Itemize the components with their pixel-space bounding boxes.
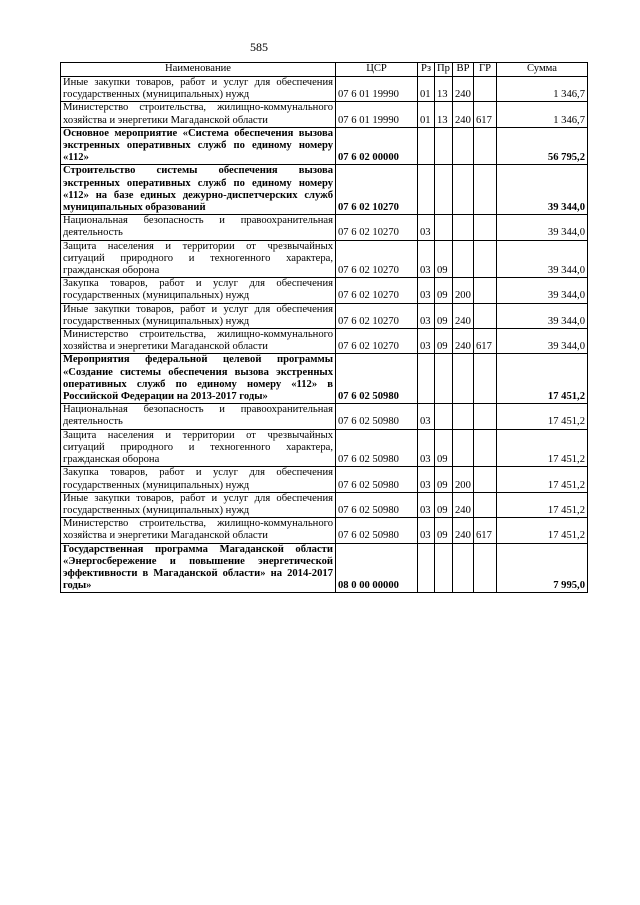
- cell-rz: [418, 354, 435, 404]
- cell-vr: [453, 215, 474, 240]
- cell-name: Иные закупки товаров, работ и услуг для обеспечения государственных (муниципальных) нужд: [61, 77, 336, 102]
- cell-pr: [435, 543, 453, 593]
- cell-pr: 09: [435, 518, 453, 543]
- cell-pr: 09: [435, 329, 453, 354]
- cell-gr: [474, 543, 497, 593]
- cell-rz: 03: [418, 492, 435, 517]
- cell-vr: 240: [453, 303, 474, 328]
- cell-pr: 13: [435, 77, 453, 102]
- cell-csr: 07 6 02 10270: [336, 329, 418, 354]
- cell-vr: 240: [453, 492, 474, 517]
- cell-sum: 56 795,2: [497, 127, 588, 165]
- cell-pr: [435, 354, 453, 404]
- cell-csr: 07 6 02 50980: [336, 492, 418, 517]
- cell-vr: [453, 165, 474, 215]
- cell-pr: 09: [435, 278, 453, 303]
- table-row: [61, 127, 588, 165]
- table-row: [61, 215, 588, 240]
- cell-vr: 240: [453, 329, 474, 354]
- cell-vr: [453, 543, 474, 593]
- cell-pr: 09: [435, 492, 453, 517]
- table-row: [61, 240, 588, 278]
- header-rz: Рз: [418, 63, 435, 77]
- table-row: [61, 102, 588, 127]
- cell-rz: [418, 165, 435, 215]
- table-row: [61, 278, 588, 303]
- cell-sum: 39 344,0: [497, 165, 588, 215]
- cell-name: Министерство строительства, жилищно-коммунального хозяйства и энергетики Магаданской области: [61, 329, 336, 354]
- page-number: 585: [250, 40, 268, 54]
- cell-rz: 03: [418, 467, 435, 492]
- cell-name: Министерство строительства, жилищно-коммунального хозяйства и энергетики Магаданской области: [61, 102, 336, 127]
- cell-gr: [474, 429, 497, 467]
- cell-name: Государственная программа Магаданской области «Энергосбережение и повышение энергетической эффективности в Магаданской области» на 2014-2017 годы»: [61, 543, 336, 593]
- header-vr: ВР: [453, 63, 474, 77]
- cell-name: Иные закупки товаров, работ и услуг для обеспечения государственных (муниципальных) нужд: [61, 492, 336, 517]
- cell-sum: 17 451,2: [497, 518, 588, 543]
- table-row: [61, 543, 588, 593]
- cell-gr: 617: [474, 329, 497, 354]
- cell-vr: 240: [453, 102, 474, 127]
- cell-rz: 01: [418, 77, 435, 102]
- cell-rz: 03: [418, 518, 435, 543]
- cell-gr: [474, 354, 497, 404]
- cell-gr: [474, 467, 497, 492]
- cell-gr: [474, 240, 497, 278]
- cell-csr: 07 6 02 00000: [336, 127, 418, 165]
- cell-csr: 08 0 00 00000: [336, 543, 418, 593]
- cell-name: Министерство строительства, жилищно-коммунального хозяйства и энергетики Магаданской области: [61, 518, 336, 543]
- cell-vr: [453, 240, 474, 278]
- table-row: [61, 77, 588, 102]
- cell-rz: 01: [418, 102, 435, 127]
- cell-csr: 07 6 02 10270: [336, 215, 418, 240]
- cell-gr: 617: [474, 102, 497, 127]
- table-row: [61, 303, 588, 328]
- table-row: [61, 467, 588, 492]
- cell-gr: [474, 278, 497, 303]
- cell-name: Национальная безопасность и правоохранительная деятельность: [61, 215, 336, 240]
- cell-pr: [435, 215, 453, 240]
- cell-vr: 240: [453, 77, 474, 102]
- cell-gr: [474, 215, 497, 240]
- cell-gr: [474, 165, 497, 215]
- cell-csr: 07 6 01 19990: [336, 77, 418, 102]
- cell-pr: [435, 165, 453, 215]
- cell-name: Мероприятия федеральной целевой программы «Создание системы обеспечения вызова экстренных оперативных служб по единому номеру «112» в Российской Федерации на 2013-2017 годы»: [61, 354, 336, 404]
- cell-sum: 7 995,0: [497, 543, 588, 593]
- cell-vr: 200: [453, 278, 474, 303]
- cell-sum: 17 451,2: [497, 354, 588, 404]
- cell-rz: 03: [418, 240, 435, 278]
- budget-table: [60, 62, 588, 593]
- header-name: Наименование: [61, 63, 336, 77]
- cell-rz: 03: [418, 215, 435, 240]
- cell-sum: 17 451,2: [497, 492, 588, 517]
- cell-gr: [474, 77, 497, 102]
- cell-vr: [453, 354, 474, 404]
- cell-name: Строительство системы обеспечения вызова экстренных оперативных служб по единому номеру «112» на базе единых дежурно-диспетчерских служб муниципальных образований: [61, 165, 336, 215]
- cell-rz: [418, 127, 435, 165]
- cell-gr: [474, 303, 497, 328]
- cell-name: Иные закупки товаров, работ и услуг для обеспечения государственных (муниципальных) нужд: [61, 303, 336, 328]
- cell-csr: 07 6 02 10270: [336, 165, 418, 215]
- cell-pr: 13: [435, 102, 453, 127]
- cell-name: Защита населения и территории от чрезвычайных ситуаций природного и техногенного характера, гражданская оборона: [61, 240, 336, 278]
- cell-sum: 39 344,0: [497, 215, 588, 240]
- cell-csr: 07 6 02 10270: [336, 240, 418, 278]
- cell-gr: 617: [474, 518, 497, 543]
- cell-gr: [474, 492, 497, 517]
- table-row: [61, 404, 588, 429]
- cell-rz: [418, 543, 435, 593]
- cell-csr: 07 6 02 50980: [336, 429, 418, 467]
- cell-pr: [435, 404, 453, 429]
- table-row: [61, 354, 588, 404]
- cell-gr: [474, 127, 497, 165]
- cell-vr: [453, 429, 474, 467]
- cell-pr: 09: [435, 467, 453, 492]
- table-body: [61, 77, 588, 593]
- table-row: [61, 165, 588, 215]
- cell-csr: 07 6 02 50980: [336, 404, 418, 429]
- cell-name: Закупка товаров, работ и услуг для обеспечения государственных (муниципальных) нужд: [61, 278, 336, 303]
- header-pr: Пр: [435, 63, 453, 77]
- cell-vr: 240: [453, 518, 474, 543]
- cell-sum: 39 344,0: [497, 329, 588, 354]
- header-sum: Сумма: [497, 63, 588, 77]
- cell-rz: 03: [418, 329, 435, 354]
- cell-rz: 03: [418, 303, 435, 328]
- cell-name: Основное мероприятие «Система обеспечения вызова экстренных оперативных служб по единому номеру «112»: [61, 127, 336, 165]
- cell-csr: 07 6 02 50980: [336, 518, 418, 543]
- header-gr: ГР: [474, 63, 497, 77]
- table-row: [61, 429, 588, 467]
- table-row: [61, 329, 588, 354]
- cell-name: Закупка товаров, работ и услуг для обеспечения государственных (муниципальных) нужд: [61, 467, 336, 492]
- cell-sum: 17 451,2: [497, 467, 588, 492]
- cell-csr: 07 6 02 10270: [336, 278, 418, 303]
- cell-rz: 03: [418, 278, 435, 303]
- cell-csr: 07 6 02 10270: [336, 303, 418, 328]
- cell-sum: 17 451,2: [497, 404, 588, 429]
- cell-sum: 1 346,7: [497, 77, 588, 102]
- cell-vr: [453, 127, 474, 165]
- cell-sum: 17 451,2: [497, 429, 588, 467]
- cell-name: Национальная безопасность и правоохранительная деятельность: [61, 404, 336, 429]
- table-header-row: [61, 63, 588, 77]
- cell-rz: 03: [418, 429, 435, 467]
- cell-pr: 09: [435, 240, 453, 278]
- cell-sum: 39 344,0: [497, 303, 588, 328]
- cell-pr: 09: [435, 429, 453, 467]
- cell-csr: 07 6 02 50980: [336, 354, 418, 404]
- cell-sum: 39 344,0: [497, 278, 588, 303]
- cell-csr: 07 6 01 19990: [336, 102, 418, 127]
- table-row: [61, 518, 588, 543]
- cell-pr: [435, 127, 453, 165]
- table-row: [61, 492, 588, 517]
- cell-pr: 09: [435, 303, 453, 328]
- cell-rz: 03: [418, 404, 435, 429]
- cell-vr: [453, 404, 474, 429]
- cell-sum: 39 344,0: [497, 240, 588, 278]
- cell-gr: [474, 404, 497, 429]
- cell-vr: 200: [453, 467, 474, 492]
- header-csr: ЦСР: [336, 63, 418, 77]
- cell-sum: 1 346,7: [497, 102, 588, 127]
- cell-csr: 07 6 02 50980: [336, 467, 418, 492]
- cell-name: Защита населения и территории от чрезвычайных ситуаций природного и техногенного характера, гражданская оборона: [61, 429, 336, 467]
